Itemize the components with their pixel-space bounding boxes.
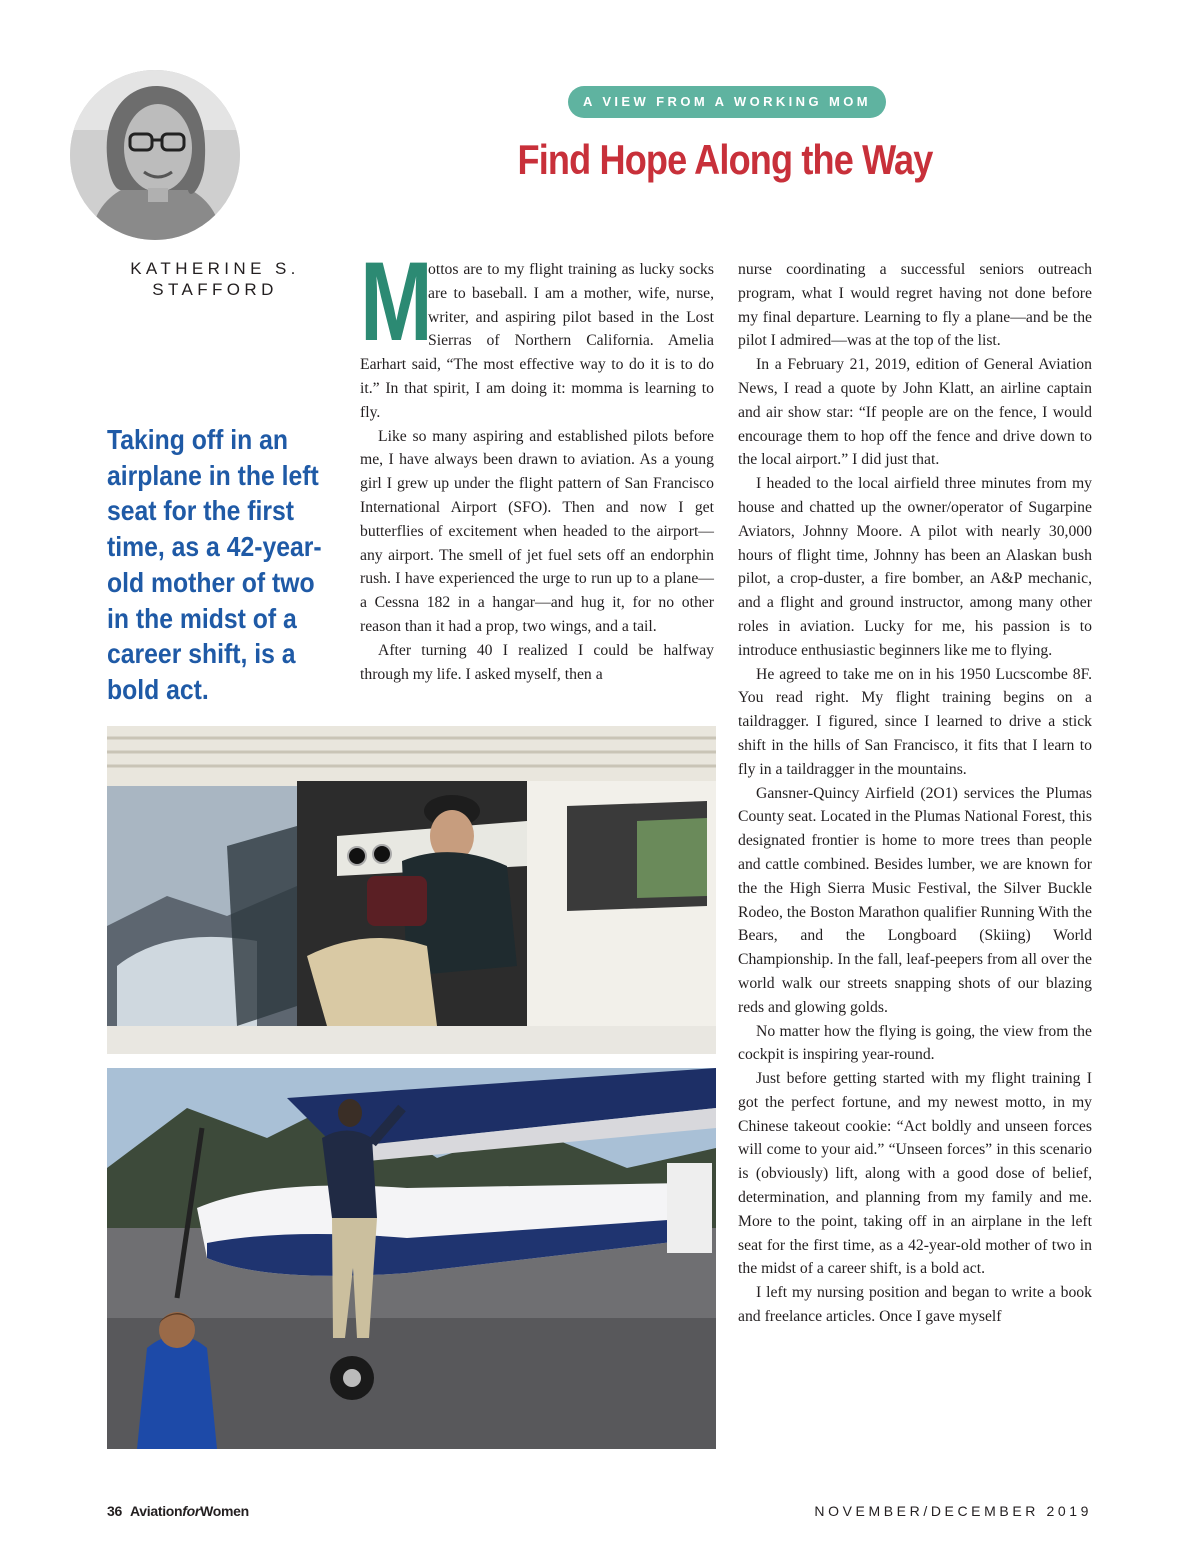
paragraph: Gansner-Quincy Airfield (2O1) services the Plumas County seat. Located in the Plumas National Forest, this designated frontier is home to more trees than people and cattle combined. Besides lumber, we are known for the the High Sierra Music Festival, the Silver Buckle Rodeo, the Boston Marathon qualifier Running With the Bears, and the Longboard (Skiing) World Championship. In the fall, leaf-peepers from all over the world walk our streets snapping shots of our blazing reds and glowing golds.	[738, 784, 1092, 1016]
paragraph: I left my nursing position and began to write a book and freelance articles. Once I gave myself	[738, 1284, 1092, 1326]
issue-date: NOVEMBER/DECEMBER 2019	[814, 1503, 1092, 1519]
paragraph: Just before getting started with my flight training I got the perfect fortune, and my newest motto, in my Chinese takeout cookie: “Act boldly and unseen forces will come to your aid.” “Unseen forces” in this scenario is (obviously) lift, along with a good dose of belief, determination, and planning from my family and me. More to the point, taking off in an airplane in the left seat for the first time, as a 42-year-old mother of two in the midst of a career shift, is a bold act.	[738, 1070, 1092, 1278]
magazine-name-for: for	[182, 1503, 201, 1519]
airplane-wing-photo	[107, 1068, 716, 1449]
paragraph: After turning 40 I realized I could be halfway through my life. I asked myself, then a	[360, 641, 714, 683]
paragraph: In a February 21, 2019, edition of General Aviation News, I read a quote by John Klatt, an airline captain and air show star: “If people are on the fence, I would encourage them to hop off the fence and drive down to the local airport.” I did just that.	[738, 356, 1092, 469]
paragraph: nurse coordinating a successful seniors outreach program, what I would regret having not done before my final departure. Learning to fly a plane—and be the pilot I admired—was at the top of the list.	[738, 261, 1092, 350]
author-portrait	[70, 70, 240, 240]
magazine-name-part2: Women	[200, 1503, 249, 1519]
article-column-2	[738, 258, 1092, 1329]
author-byline	[100, 258, 330, 300]
paragraph: He agreed to take me on in his 1950 Lucscombe 8F. You read right. My flight training begins on a taildragger. I figured, since I learned to drive a stick shift in the hills of San Francisco, it fits that I learn to fly in a taildragger in the mountains.	[738, 665, 1092, 778]
paragraph: I headed to the local airfield three minutes from my house and chatted up the owner/operator of Sugarpine Aviators, Johnny Moore. A pilot with nearly 30,000 hours of flight time, Johnny has been an Alaskan bush pilot, a crop-duster, a fire bomber, an A&P mechanic, and a flight and ground instructor, among many other roles in aviation. Lucky for me, his passion is to introduce enthusiastic beginners like me to flying.	[738, 475, 1092, 659]
article-column-1	[360, 239, 714, 686]
pull-quote: Taking off in an airplane in the left seat for the first time, as a 42-year-old mother of two in the midst of a career shift, is a bold act.	[107, 424, 322, 705]
paragraph: No matter how the flying is going, the view from the cockpit is inspiring year-round.	[738, 1022, 1092, 1064]
page-folio	[107, 1503, 249, 1519]
paragraph-text: ottos are to my flight training as lucky socks are to baseball. I am a mother, wife, nurse, writer, and aspiring pilot based in the Lost Sierras of Northern California. Amelia Earhart said, “The most effective way to do it is to do it.” In that spirit, I am doing it: momma is learning to fly.	[360, 261, 714, 421]
page-number: 36	[107, 1503, 122, 1519]
author-name-line2: STAFFORD	[152, 280, 278, 299]
drop-cap: M	[360, 239, 433, 364]
section-kicker: A VIEW FROM A WORKING MOM	[568, 86, 886, 118]
paragraph: Like so many aspiring and established pilots before me, I have always been drawn to aviation. As a young girl I grew up under the flight pattern of San Francisco International Airport (SFO). Then and now I get butterflies of excitement when headed to the airport—any airport. The smell of jet fuel sets off an endorphin rush. I have experienced the urge to run up to a plane—a Cessna 182 in a hangar—and hug it, for no other reason than it had a prop, two wings, and a tail.	[360, 427, 714, 635]
author-name-line1: KATHERINE S.	[130, 259, 300, 278]
cockpit-photo	[107, 726, 716, 1054]
paragraph	[360, 239, 714, 425]
article-title: Find Hope Along the Way	[517, 136, 933, 183]
magazine-name-part1: Aviation	[129, 1503, 183, 1519]
